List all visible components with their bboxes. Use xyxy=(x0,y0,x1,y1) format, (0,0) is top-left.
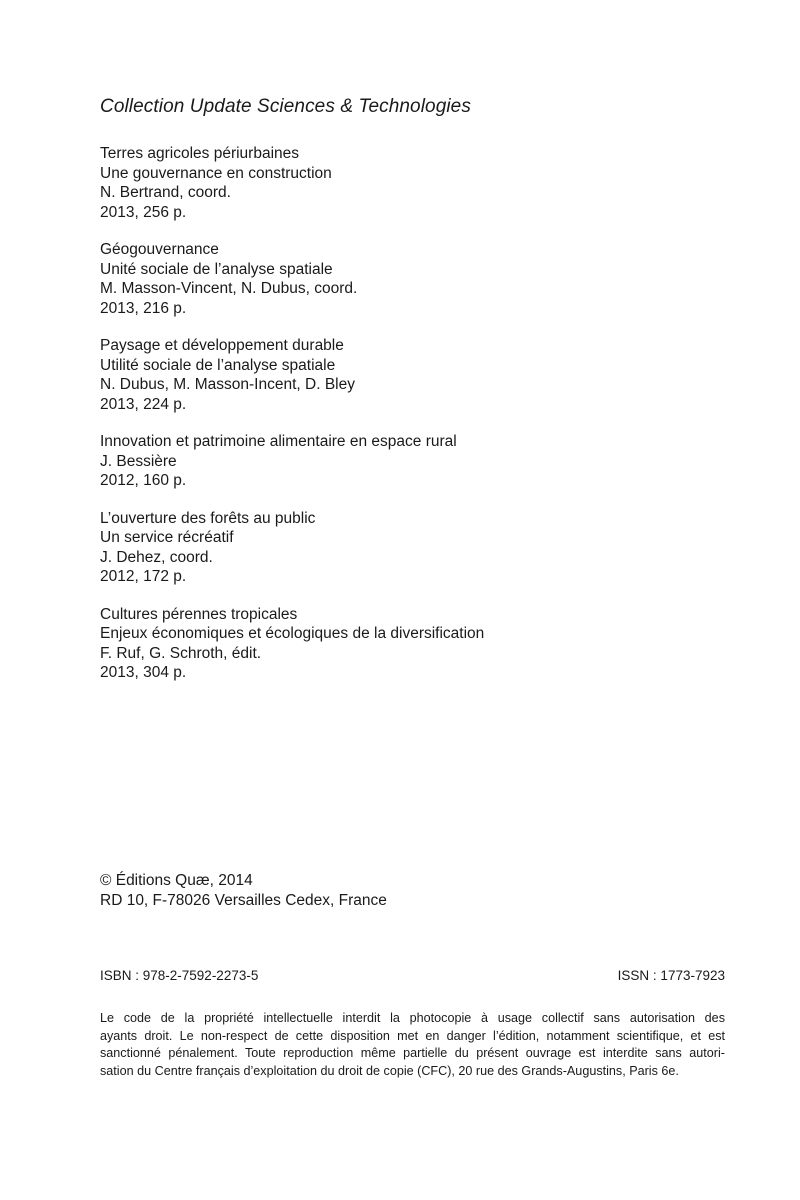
book-authors: M. Masson-Vincent, N. Dubus, coord. xyxy=(100,280,358,297)
book-entry xyxy=(100,144,725,222)
isbn: ISBN : 978-2-7592-2273-5 xyxy=(100,968,259,983)
book-title: Cultures pérennes tropicales xyxy=(100,605,298,623)
book-subtitle: Utilité sociale de l’analyse spatiale xyxy=(100,356,336,374)
book-title: Innovation et patrimoine alimentaire en espace rural xyxy=(100,433,457,450)
book-title: Géogouvernance xyxy=(100,241,219,258)
book-subtitle: Unité sociale de l’analyse spatiale xyxy=(100,260,333,278)
book-authors: J. Bessière xyxy=(100,452,177,470)
legal-line: ayants droit. Le non-respect de cette disposition met en danger l’édition, notamment scientifique, et est xyxy=(100,1028,725,1043)
book-subtitle: Une gouvernance en construction xyxy=(100,164,332,182)
book-authors: J. Dehez, coord. xyxy=(100,548,213,566)
legal-line: sation du Centre français d’exploitation du droit de copie (CFC), 20 rue des Grands-Augustins, Paris 6e. xyxy=(100,1063,679,1078)
publisher-address: RD 10, F-78026 Versailles Cedex, France xyxy=(100,891,387,909)
legal-notice xyxy=(100,1010,725,1080)
book-year-pages: 2013, 216 p. xyxy=(100,299,187,317)
book-subtitle: Un service récréatif xyxy=(100,529,234,546)
collection-title: Collection Update Sciences & Technologies xyxy=(100,96,471,117)
legal-line: sanctionné pénalement. Toute reproduction même partielle du présent ouvrage est interdite sans autori- xyxy=(100,1046,725,1060)
book-authors: N. Dubus, M. Masson-Incent, D. Bley xyxy=(100,376,355,393)
book-entry xyxy=(100,432,725,491)
book-entry xyxy=(100,509,725,587)
book-subtitle: Enjeux économiques et écologiques de la diversification xyxy=(100,625,485,642)
copyright-page xyxy=(100,0,725,1200)
book-entry xyxy=(100,336,725,414)
book-authors: F. Ruf, G. Schroth, édit. xyxy=(100,644,262,662)
book-entry xyxy=(100,240,725,318)
book-list xyxy=(100,144,725,701)
issn: ISSN : 1773-7923 xyxy=(617,968,725,983)
copyright-block xyxy=(100,871,387,910)
book-year-pages: 2012, 172 p. xyxy=(100,568,187,585)
book-year-pages: 2013, 256 p. xyxy=(100,203,187,221)
book-year-pages: 2012, 160 p. xyxy=(100,472,187,489)
book-title: Terres agricoles périurbaines xyxy=(100,145,300,162)
book-year-pages: 2013, 224 p. xyxy=(100,395,187,413)
book-title: Paysage et développement durable xyxy=(100,337,344,354)
book-authors: N. Bertrand, coord. xyxy=(100,184,231,201)
book-title: L’ouverture des forêts au public xyxy=(100,509,316,527)
copyright-notice: © Éditions Quæ, 2014 xyxy=(100,872,253,889)
book-year-pages: 2013, 304 p. xyxy=(100,664,187,681)
legal-line: Le code de la propriété intellectuelle interdit la photocopie à usage collectif sans autorisation des xyxy=(100,1011,725,1025)
book-entry xyxy=(100,605,725,683)
